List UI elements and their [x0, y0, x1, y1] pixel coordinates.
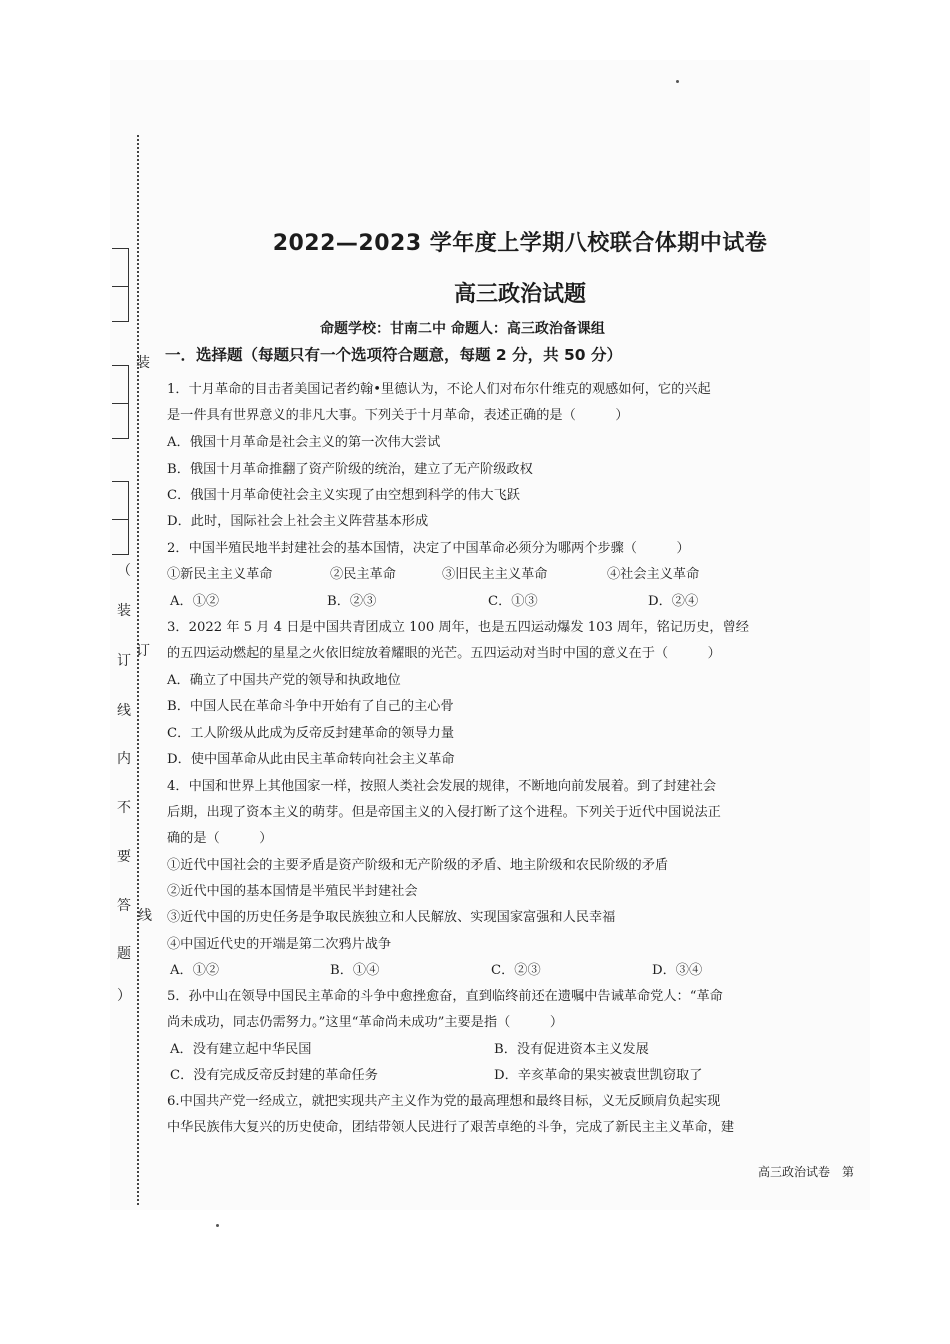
answer-option: A．①② — [170, 963, 220, 978]
answer-option: B．①④ — [330, 963, 380, 978]
margin-zhuang-label: 装 — [136, 355, 150, 371]
binding-bracket — [112, 481, 129, 555]
answer-option: B．俄国十月革命推翻了资产阶级的统治，建立了无产阶级政权 — [167, 462, 533, 477]
answer-option: C．工人阶级从此成为反帝反封建革命的领导力量 — [167, 726, 455, 741]
exam-subtitle: 高三政治试题 — [453, 282, 586, 307]
question-stem-line: 3．2022 年 5 月 4 日是中国共青团成立 100 周年，也是五四运动爆发 103 周年，铭记历史，曾经 — [167, 620, 749, 635]
question-stem-line: 1．十月革命的目击者美国记者约翰•里德认为，不论人们对布尔什维克的观感如何，它的兴起 — [167, 382, 711, 397]
margin-instruction-char: （ — [117, 563, 131, 579]
answer-option: C．②③ — [491, 963, 541, 978]
binding-divider — [112, 403, 128, 404]
margin-instruction-char: 题 — [117, 946, 131, 962]
question-stem-line: 的五四运动燃起的星星之火依旧绽放着耀眼的光芒。五四运动对当时中国的意义在于（ ） — [167, 646, 721, 661]
question-stem-line: 确的是（ ） — [167, 831, 273, 846]
answer-option: B．中国人民在革命斗争中开始有了自己的主心骨 — [167, 699, 454, 714]
answer-option: D．②④ — [648, 594, 699, 609]
answer-option: A．没有建立起中华民国 — [170, 1042, 312, 1057]
answer-option: D．此时，国际社会上社会主义阵营基本形成 — [167, 514, 429, 529]
answer-option: A．俄国十月革命是社会主义的第一次伟大尝试 — [167, 435, 441, 450]
question-item: ③旧民主主义革命 — [442, 567, 548, 582]
exam-title: 2022—2023 学年度上学期八校联合体期中试卷 — [272, 231, 768, 256]
margin-instruction-char: ） — [117, 988, 131, 1004]
author-line: 命题学校：甘南二中 命题人：高三政治备课组 — [320, 321, 605, 337]
question-item: ③近代中国的历史任务是争取民族独立和人民解放、实现国家富强和人民幸福 — [167, 910, 616, 925]
question-item: ①近代中国社会的主要矛盾是资产阶级和无产阶级的矛盾、地主阶级和农民阶级的矛盾 — [167, 858, 669, 873]
question-stem-line: 4．中国和世界上其他国家一样，按照人类社会发展的规律，不断地向前发展着。到了封建社会 — [167, 779, 717, 794]
answer-option: B．没有促进资本主义发展 — [494, 1042, 649, 1057]
answer-option: C．没有完成反帝反封建的革命任务 — [170, 1068, 378, 1083]
binding-divider — [112, 519, 128, 520]
answer-option: B．②③ — [327, 594, 377, 609]
answer-option: D．使中国革命从此由民主革命转向社会主义革命 — [167, 752, 455, 767]
scan-speck — [216, 1224, 219, 1227]
question-item: ④中国近代史的开端是第二次鸦片战争 — [167, 937, 392, 952]
question-stem-line: 2．中国半殖民地半封建社会的基本国情，决定了中国革命必须分为哪两个步骤（ ） — [167, 541, 690, 556]
margin-instruction-char: 要 — [117, 849, 131, 865]
margin-instruction-char: 答 — [117, 898, 131, 914]
question-item: ②近代中国的基本国情是半殖民半封建社会 — [167, 884, 418, 899]
question-stem-line: 是一件具有世界意义的非凡大事。下列关于十月革命，表述正确的是（ ） — [167, 408, 629, 423]
question-stem-line: 6.中国共产党一经成立，就把实现共产主义作为党的最高理想和最终目标，义无反顾肩负起实现 — [167, 1094, 721, 1109]
answer-option: C．①③ — [488, 594, 538, 609]
question-stem-line: 后期，出现了资本主义的萌芽。但是帝国主义的入侵打断了这个进程。下列关于近代中国说法正 — [167, 805, 721, 820]
answer-option: C．俄国十月革命使社会主义实现了由空想到科学的伟大飞跃 — [167, 488, 520, 503]
answer-option: A．确立了中国共产党的领导和执政地位 — [167, 673, 401, 688]
page-footer: 高三政治试卷 第 — [758, 1165, 855, 1179]
answer-option: A．①② — [170, 594, 220, 609]
margin-instruction-char: 不 — [117, 800, 131, 816]
margin-ding-label: 订 — [136, 643, 150, 659]
answer-option: D．③④ — [652, 963, 703, 978]
answer-option: D．辛亥革命的果实被袁世凯窃取了 — [494, 1068, 703, 1083]
margin-instruction-char: 线 — [117, 703, 131, 719]
binding-bracket — [112, 365, 129, 439]
margin-instruction-char: 内 — [117, 751, 131, 767]
margin-xian-label: 线 — [138, 908, 152, 924]
question-item: ④社会主义革命 — [607, 567, 700, 582]
question-item: ②民主革命 — [330, 567, 396, 582]
question-item: ①新民主主义革命 — [167, 567, 273, 582]
question-stem-line: 中华民族伟大复兴的历史使命，团结带领人民进行了艰苦卓绝的斗争，完成了新民主主义革命，建 — [167, 1120, 735, 1135]
margin-instruction-char: 装 — [117, 603, 131, 619]
question-stem-line: 5．孙中山在领导中国民主革命的斗争中愈挫愈奋，直到临终前还在遗嘱中告诫革命党人：“革命 — [167, 989, 723, 1004]
question-stem-line: 尚未成功，同志仍需努力。”这里“革命尚未成功”主要是指（ ） — [167, 1015, 564, 1030]
scan-speck — [676, 80, 679, 83]
margin-instruction-char: 订 — [117, 653, 131, 669]
section-title: 一．选择题（每题只有一个选项符合题意，每题 2 分，共 50 分） — [165, 346, 622, 364]
